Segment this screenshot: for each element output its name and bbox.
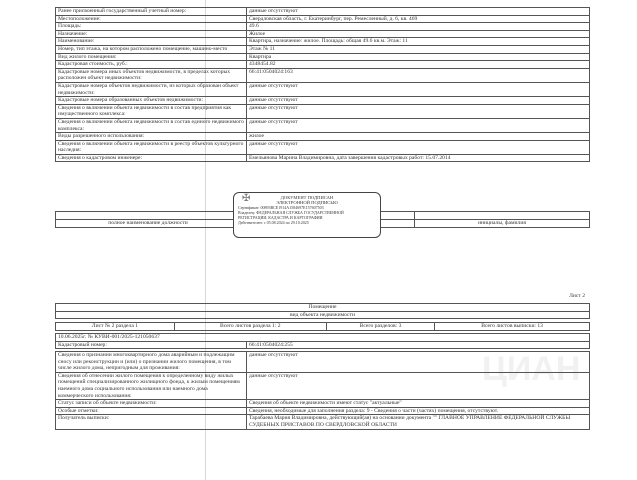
table-row — [56, 68, 590, 82]
sheet-label: Лист 2 — [569, 293, 585, 299]
row-value: данные отсутствуют — [247, 352, 590, 373]
section2-table — [55, 351, 590, 430]
position-label: полное наименование должности — [56, 220, 241, 228]
row-label: Сведения об отнесении жилого помещения к определенному виду жилых помещений специализированного жилищного фонда, к жилым помещениям наемного дома социального использования или наемного дома коммерческого использования: — [56, 372, 247, 399]
stamp-line2: ЭЛЕКТРОННОЙ ПОДПИСЬЮ — [276, 200, 338, 205]
sheet-info: Всего листов выписки: 13 — [435, 323, 590, 331]
name-label: инициалы, фамилия — [415, 220, 590, 228]
date-number: 10.06.2025г. № КУВИ-001/2025-121050637 — [56, 334, 590, 342]
cadastral-label: Кадастровый номер: — [56, 341, 247, 349]
row-value: Тарабаева Мария Владимировна, действующий(ая) на основании документа "" ГЛАВНОЕ УПРАВЛЕНИЕ ФЕДЕРАЛЬНОЙ СЛУЖБЫ СУДЕБНЫХ ПРИСТАВОВ ПО СВЕРДЛОВСКОЙ ОБЛАСТИ — [247, 415, 590, 429]
object-caption: вид объекта недвижимости — [56, 311, 590, 319]
row-label: Кадастровые номера образованных объектов недвижимости: — [56, 97, 247, 105]
row-label: Наименование: — [56, 38, 247, 46]
table-row — [56, 352, 590, 373]
row-label: Сведения о включении объекта недвижимости в реестр объектов культурного наследия: — [56, 140, 247, 154]
row-label: Виды разрешенного использования: — [56, 133, 247, 141]
table-row — [56, 38, 590, 46]
table-row — [56, 23, 590, 31]
e-signature-stamp — [233, 192, 381, 238]
row-label: Назначение: — [56, 30, 247, 38]
stamp-valid: Действителен: с 05.08.2024 по 29.10.2025 — [238, 220, 309, 225]
table-row — [56, 8, 590, 16]
row-label: Статус записи об объекте недвижимости: — [56, 400, 247, 408]
row-value: жилое — [247, 133, 590, 141]
table-row — [56, 82, 590, 96]
stamp-cert: Сертификат: 00893BCE1914A1584697E157607503 — [238, 205, 324, 210]
table-row — [56, 154, 590, 162]
table-row — [56, 118, 590, 132]
row-value: Этаж № 11 — [247, 45, 590, 53]
row-label: Получатель выписки: — [56, 415, 247, 429]
section1-table — [55, 7, 590, 162]
row-label: Площадь: — [56, 23, 247, 31]
row-value: 66:41:0504024:163 — [247, 68, 590, 82]
sheet-info-table — [55, 322, 590, 331]
table-row — [56, 61, 590, 69]
table-row — [56, 45, 590, 53]
emblem-icon: ✠ — [242, 193, 251, 204]
object-type-table — [55, 303, 590, 319]
row-value: Сведения об объекте недвижимости имеют статус "актуальные" — [247, 400, 590, 408]
stamp-line1: ДОКУМЕНТ ПОДПИСАН — [280, 195, 334, 200]
row-value: Жилое — [247, 30, 590, 38]
row-value: Сведения, необходимые для заполнения раздела: 9 - Сведения о части (частях) помещения, отсутствуют. — [247, 407, 590, 415]
row-value: данные отсутствуют — [247, 372, 590, 399]
sheet-info: Всего листов раздела 1: 2 — [174, 323, 326, 331]
row-label: Сведения о включении объекта недвижимости в состав единого недвижимого комплекса: — [56, 118, 247, 132]
watermark: ЦИАН — [482, 350, 581, 388]
sheet-info: Лист № 2 раздела 1 — [56, 323, 175, 331]
table-row — [56, 104, 590, 118]
table-row — [56, 400, 590, 408]
row-value: 49.6 — [247, 23, 590, 31]
row-value: данные отсутствуют — [247, 97, 590, 105]
row-label: Сведения о кадастровом инженере: — [56, 154, 247, 162]
table-row — [56, 133, 590, 141]
row-label: Номер, тип этажа, на котором расположено помещение, машино-место — [56, 45, 247, 53]
row-label: Кадастровые номера объектов недвижимости, из которых образован объект недвижимости: — [56, 82, 247, 96]
object-type: Помещение — [56, 304, 590, 312]
stamp-owner2: РЕГИСТРАЦИИ, КАДАСТРА И КАРТОГРАФИИ — [238, 215, 323, 220]
row-value: данные отсутствуют — [247, 82, 590, 96]
row-value: 4348454.82 — [247, 61, 590, 69]
row-label: Кадастровая стоимость, руб.: — [56, 61, 247, 69]
stamp-owner: Владелец: ФЕДЕРАЛЬНАЯ СЛУЖБА ГОСУДАРСТВЕННОЙ — [238, 210, 344, 215]
row-value: данные отсутствуют — [247, 8, 590, 16]
header-table — [55, 333, 590, 349]
row-value: Квартира — [247, 53, 590, 61]
sheet-info: Всего разделов: 3 — [326, 323, 435, 331]
table-row — [56, 53, 590, 61]
row-value: данные отсутствуют — [247, 118, 590, 132]
row-value: данные отсутствуют — [247, 140, 590, 154]
row-label: Местоположение: — [56, 15, 247, 23]
row-label: Особые отметки: — [56, 407, 247, 415]
row-label: Ранее присвоенный государственный учетный номер: — [56, 8, 247, 16]
table-row — [56, 15, 590, 23]
row-label: Кадастровые номера иных объектов недвижимости, в пределах которых расположен объект недвижимости: — [56, 68, 247, 82]
row-value: данные отсутствуют — [247, 104, 590, 118]
cadastral-value: 66:41:0504024:255 — [247, 341, 590, 349]
row-label: Вид жилого помещения: — [56, 53, 247, 61]
table-row — [56, 372, 590, 399]
row-label: Сведения о включении объекта недвижимости в состав предприятия как имущественного комплекса: — [56, 104, 247, 118]
row-label: Сведения о признании многоквартирного дома аварийным и подлежащим сносу или реконструкции и (или) о признании жилого помещения, в том числе жилого дома, непригодным для проживания: — [56, 352, 247, 373]
table-row — [56, 407, 590, 415]
row-value: Свердловская область, г. Екатеринбург, пер. Ремесленный, д. 6, кв. 469 — [247, 15, 590, 23]
table-row — [56, 415, 590, 429]
table-row — [56, 30, 590, 38]
row-value: Емельянова Марина Владимировна, дата завершения кадастровых работ: 15.07.2014 — [247, 154, 590, 162]
row-value: Квартира, назначение: жилое. Площадь: общая 49.6 кв.м. Этаж: 11 — [247, 38, 590, 46]
table-row — [56, 97, 590, 105]
table-row — [56, 140, 590, 154]
